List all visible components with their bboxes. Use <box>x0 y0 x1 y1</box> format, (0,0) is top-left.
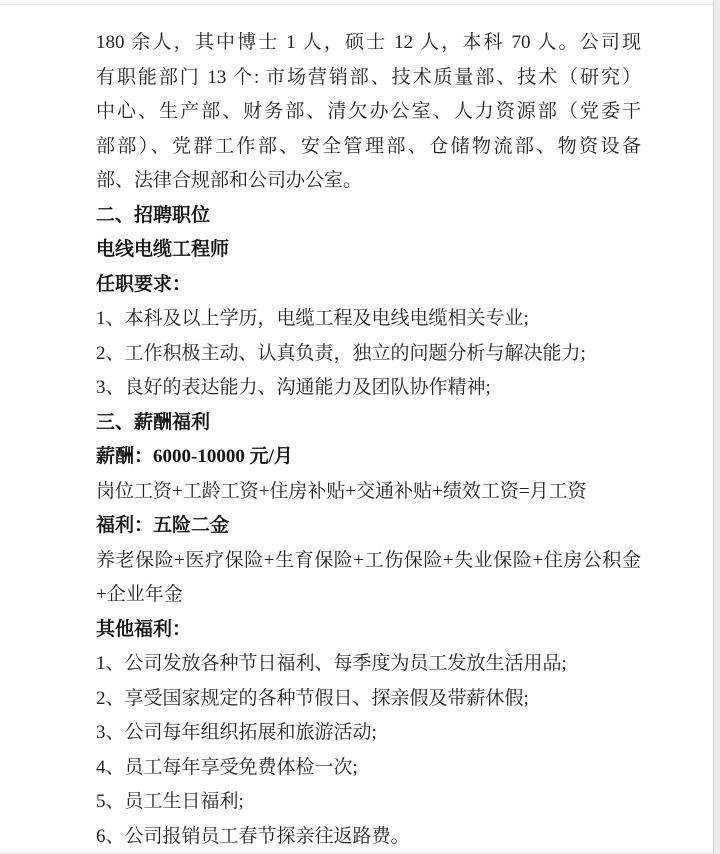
company-intro-line: 有职能部门 13 个: 市场营销部、技术质量部、技术（研究） <box>96 66 641 88</box>
page-right-edge <box>713 0 720 854</box>
requirement-item: 3、良好的表达能力、沟通能力及团队协作精神; <box>96 377 491 398</box>
company-intro-line: 中心、生产部、财务部、清欠办公室、人力资源部（党委干 <box>96 101 641 122</box>
job-title: 电线电缆工程师 <box>96 239 230 260</box>
page-top-edge <box>0 4 713 5</box>
company-intro-line: 180 余人，其中博士 1 人，硕士 12 人，本科 70 人。公司现 <box>96 32 641 53</box>
benefit-item: 5、员工生日福利; <box>96 791 244 812</box>
requirement-item: 2、工作积极主动、认真负责，独立的问题分析与解决能力; <box>96 342 586 364</box>
salary-line: 薪酬：6000-10000 元/月 <box>96 446 293 467</box>
benefit-item: 6、公司报销员工春节探亲往返路费。 <box>96 825 410 847</box>
benefit-item: 2、享受国家规定的各种节假日、探亲假及带薪休假; <box>96 687 529 709</box>
company-intro-line: 部部）、党群工作部、安全管理部、仓储物流部、物资设备 <box>96 135 641 157</box>
benefit-item: 3、公司每年组织拓展和旅游活动; <box>96 722 377 743</box>
document-body <box>96 26 641 854</box>
requirement-item: 1、本科及以上学历，电缆工程及电线电缆相关专业; <box>96 308 529 329</box>
company-intro-line: 部、法律合规部和公司办公室。 <box>96 170 363 191</box>
benefits-label: 福利：五险二金 <box>96 515 230 536</box>
benefit-item: 4、员工每年享受免费体检一次; <box>96 756 358 778</box>
other-benefits-label: 其他福利： <box>96 618 192 640</box>
insurance-line: +企业年金 <box>96 584 183 605</box>
benefit-item: 1、公司发放各种节日福利、每季度为员工发放生活用品; <box>96 653 567 674</box>
requirements-label: 任职要求： <box>96 273 192 295</box>
insurance-line: 养老保险+医疗保险+生育保险+工伤保险+失业保险+住房公积金 <box>96 549 641 571</box>
salary-formula-line: 岗位工资+工龄工资+住房补贴+交通补贴+绩效工资=月工资 <box>96 480 587 502</box>
section-heading-compensation: 三、薪酬福利 <box>96 411 211 433</box>
section-heading-positions: 二、招聘职位 <box>96 204 211 226</box>
